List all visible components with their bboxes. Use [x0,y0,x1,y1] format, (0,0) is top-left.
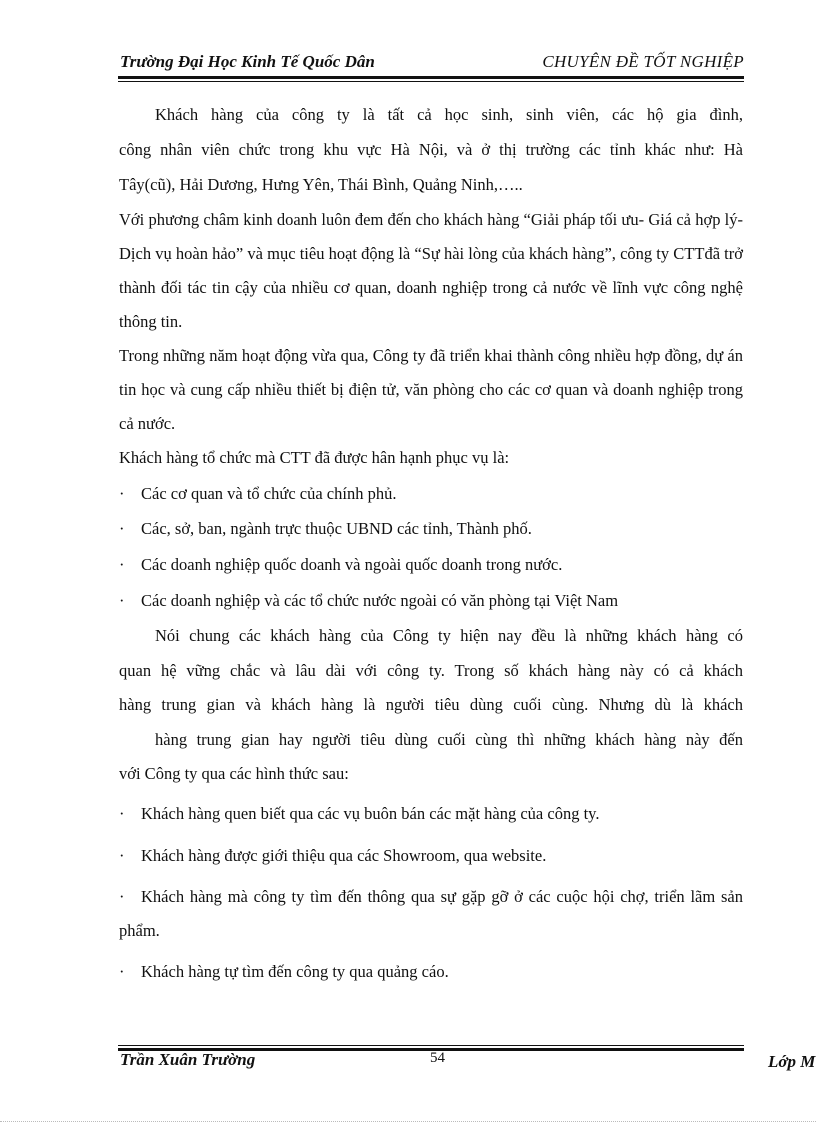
bullet-marker: · [119,555,125,574]
list-item-text: Các, sở, ban, ngành trực thuộc UBND các tỉnh, Thành phố. [141,519,532,538]
list-item [119,880,743,948]
list-item [119,477,743,511]
page-edge-divider [0,1121,816,1122]
footer-rule-thin [118,1045,744,1046]
footer-class-label: Lớp M [768,1052,816,1071]
paragraph-2: Với phương châm kinh doanh luôn đem đến cho khách hàng “Giải pháp tối ưu- Giá cả hợp lý- Dịch vụ hoàn hảo” và mục tiêu hoạt động là “Sự hài lòng của khách hàng”, công ty CTTđã trở thành đối tác tin cậy của nhiều cơ quan, doanh nghiệp trong cả nước về lĩnh vực công nghệ thông tin. [119,210,743,331]
list-item-text: Các doanh nghiệp quốc doanh và ngoài quốc doanh trong nước. [141,555,563,574]
list-item-text: Khách hàng mà công ty tìm đến thông qua sự gặp gỡ ở các cuộc hội chợ, triển lãm sản phẩm. [119,887,743,940]
paragraph-1-line-2: công nhân viên chức trong khu vực Hà Nội, và ở thị trường các tỉnh khác như: Hà [119,140,743,159]
list-item [119,584,743,618]
list-item [119,955,743,989]
header-school-name: Trường Đại Học Kinh Tế Quốc Dân [120,52,375,71]
paragraph-4: Khách hàng tổ chức mà CTT đã được hân hạnh phục vụ là: [119,448,510,467]
list-item-text: Khách hàng tự tìm đến công ty qua quảng cáo. [141,962,449,981]
paragraph-3: Trong những năm hoạt động vừa qua, Công ty đã triển khai thành công nhiều hợp đồng, dự án tin học và cung cấp nhiều thiết bị điện tử, văn phòng cho các cơ quan và doanh nghiệp trong cả nước. [119,346,743,433]
paragraph-1-line-3: Tây(cũ), Hải Dương, Hưng Yên, Thái Bình, Quảng Ninh,….. [119,175,523,194]
paragraph-6-line-1: hàng trung gian hay người tiêu dùng cuối cùng thì những khách hàng này đến [155,730,743,749]
bullet-marker: · [119,887,125,906]
paragraph-5-line-1: Nói chung các khách hàng của Công ty hiện nay đều là những khách hàng có [155,626,743,645]
bullet-marker: · [119,519,125,538]
paragraph-1-line-1: Khách hàng của công ty là tất cả học sinh, sinh viên, các hộ gia đình, [155,105,743,124]
page-number: 54 [430,1050,445,1066]
list-item [119,548,743,582]
paragraph-6-line-2: với Công ty qua các hình thức sau: [119,764,349,783]
footer-author: Trần Xuân Trường [120,1050,256,1069]
paragraph-5-line-3: hàng trung gian và khách hàng là người tiêu dùng cuối cùng. Nhưng dù là khách [119,695,743,714]
list-item-text: Khách hàng được giới thiệu qua các Showroom, qua website. [141,846,547,865]
header-document-type: CHUYÊN ĐỀ TỐT NGHIỆP [542,52,744,71]
paragraph-5-line-2: quan hệ vững chắc và lâu dài với công ty. Trong số khách hàng này có cả khách [119,661,743,680]
header-rule-thick [118,76,744,79]
bullet-marker: · [119,591,125,610]
bullet-marker: · [119,846,125,865]
list-item-text: Các doanh nghiệp và các tổ chức nước ngoài có văn phòng tại Việt Nam [141,591,619,610]
list-item [119,839,743,873]
bullet-marker: · [119,962,125,981]
list-item-text: Các cơ quan và tổ chức của chính phủ. [141,484,397,503]
list-item-text: Khách hàng quen biết qua các vụ buôn bán các mặt hàng của công ty. [141,804,600,823]
bullet-marker: · [119,484,125,503]
list-item [119,512,743,546]
header-rule-thin [118,81,744,82]
bullet-marker: · [119,804,125,823]
list-item [119,797,743,831]
